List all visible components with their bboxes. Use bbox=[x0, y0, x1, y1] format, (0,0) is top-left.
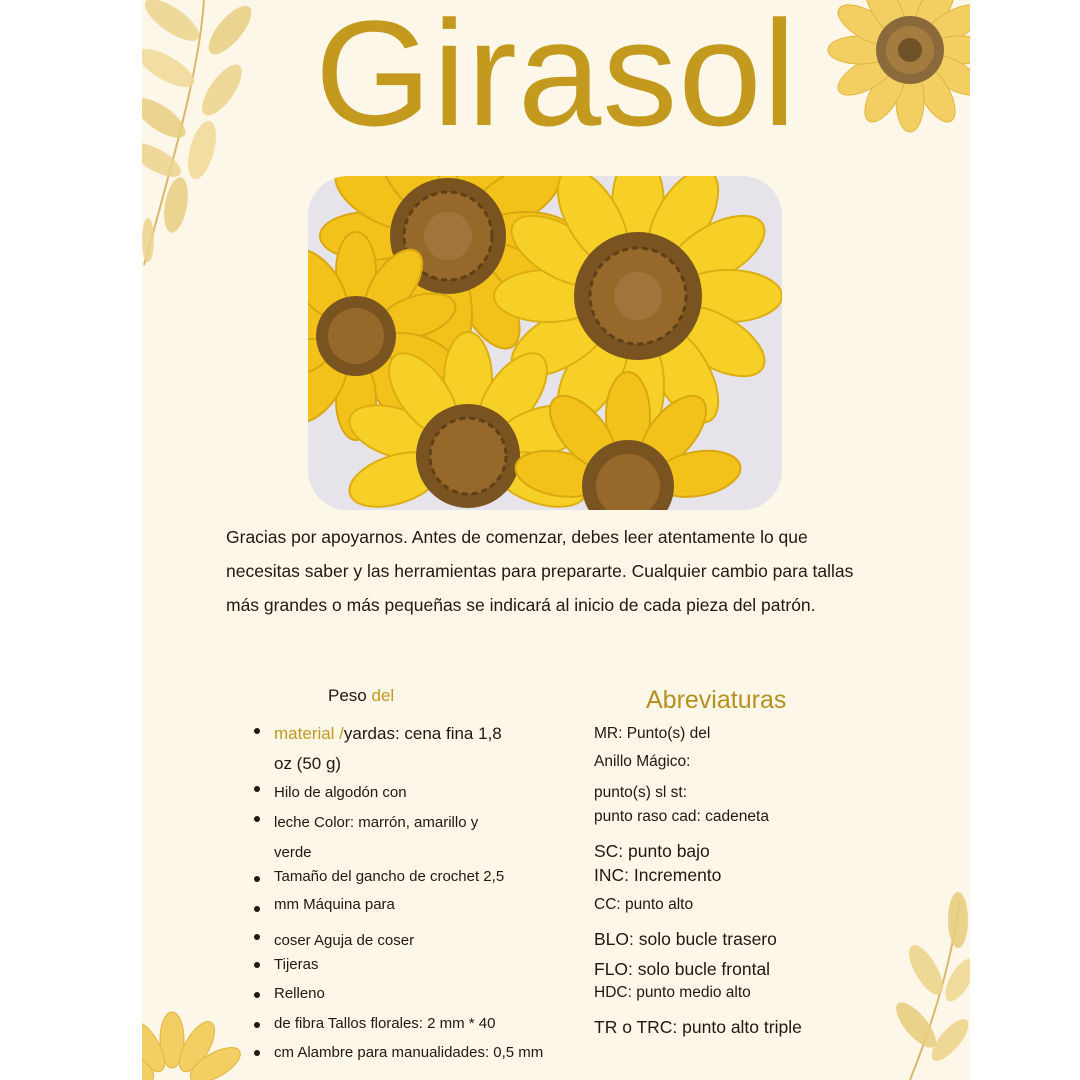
list-item-gold-text: material / bbox=[274, 724, 344, 743]
list-item: leche Color: marrón, amarillo y bbox=[274, 814, 479, 831]
intro-paragraph: Gracias por apoyarnos. Antes de comenzar, debes leer atentamente lo que necesitas saber y las herramientas para prepararte. Cualquier cambio para tallas más grandes o más pequeñas se indicará al inicio de cada pieza del patrón. bbox=[226, 527, 854, 615]
abbreviation-line: punto raso cad: cadeneta bbox=[594, 808, 769, 825]
bullet-icon bbox=[254, 992, 260, 998]
abbreviation-line: Anillo Mágico: bbox=[594, 753, 691, 770]
abbreviation-line: CC: punto alto bbox=[594, 896, 694, 913]
materials-heading-plain: Peso bbox=[328, 686, 372, 705]
materials-heading bbox=[328, 686, 394, 706]
abbreviations-title: Abreviaturas bbox=[646, 686, 787, 714]
leaf-branch-bottom-right bbox=[880, 890, 970, 1080]
abbreviation-line: HDC: punto medio alto bbox=[594, 984, 751, 1001]
bullet-icon bbox=[254, 906, 260, 912]
abbreviation-line: MR: Punto(s) del bbox=[594, 725, 711, 742]
list-item-text: yardas: cena fina 1,8 bbox=[343, 724, 502, 743]
list-item: oz (50 g) bbox=[274, 754, 342, 773]
list-item bbox=[274, 724, 502, 744]
abbreviation-line: BLO: solo bucle trasero bbox=[594, 929, 777, 949]
abbreviation-line: INC: Incremento bbox=[594, 865, 722, 885]
bullet-icon bbox=[254, 1050, 260, 1056]
bullet-icon bbox=[254, 786, 260, 792]
sunflower-illustration-bottom-left bbox=[142, 1010, 242, 1080]
abbreviation-line: punto(s) sl st: bbox=[594, 784, 688, 801]
page-title: Girasol bbox=[314, 0, 798, 157]
list-item: Relleno bbox=[274, 985, 325, 1002]
bullet-icon bbox=[254, 962, 260, 968]
list-item: de fibra Tallos florales: 2 mm * 40 bbox=[274, 1015, 496, 1032]
abbreviation-line: SC: punto bajo bbox=[594, 841, 710, 861]
bullet-icon bbox=[254, 1022, 260, 1028]
pattern-page bbox=[142, 0, 970, 1080]
list-item: Tamaño del gancho de crochet 2,5 bbox=[274, 868, 505, 885]
list-item: cm Alambre para manualidades: 0,5 mm bbox=[274, 1044, 544, 1061]
abbreviation-line: FLO: solo bucle frontal bbox=[594, 959, 771, 979]
list-item: Tijeras bbox=[274, 956, 319, 973]
abbreviation-line: TR o TRC: punto alto triple bbox=[594, 1017, 802, 1037]
bullet-icon bbox=[254, 934, 260, 940]
list-item: mm Máquina para bbox=[274, 896, 395, 913]
bullet-icon bbox=[254, 728, 260, 734]
bullet-icon bbox=[254, 816, 260, 822]
bullet-icon bbox=[254, 876, 260, 882]
list-item: verde bbox=[274, 844, 312, 861]
crochet-sunflowers-photo bbox=[308, 176, 782, 510]
list-item: Hilo de algodón con bbox=[274, 784, 407, 801]
list-item: coser Aguja de coser bbox=[274, 932, 415, 949]
materials-heading-gold: del bbox=[371, 686, 395, 705]
